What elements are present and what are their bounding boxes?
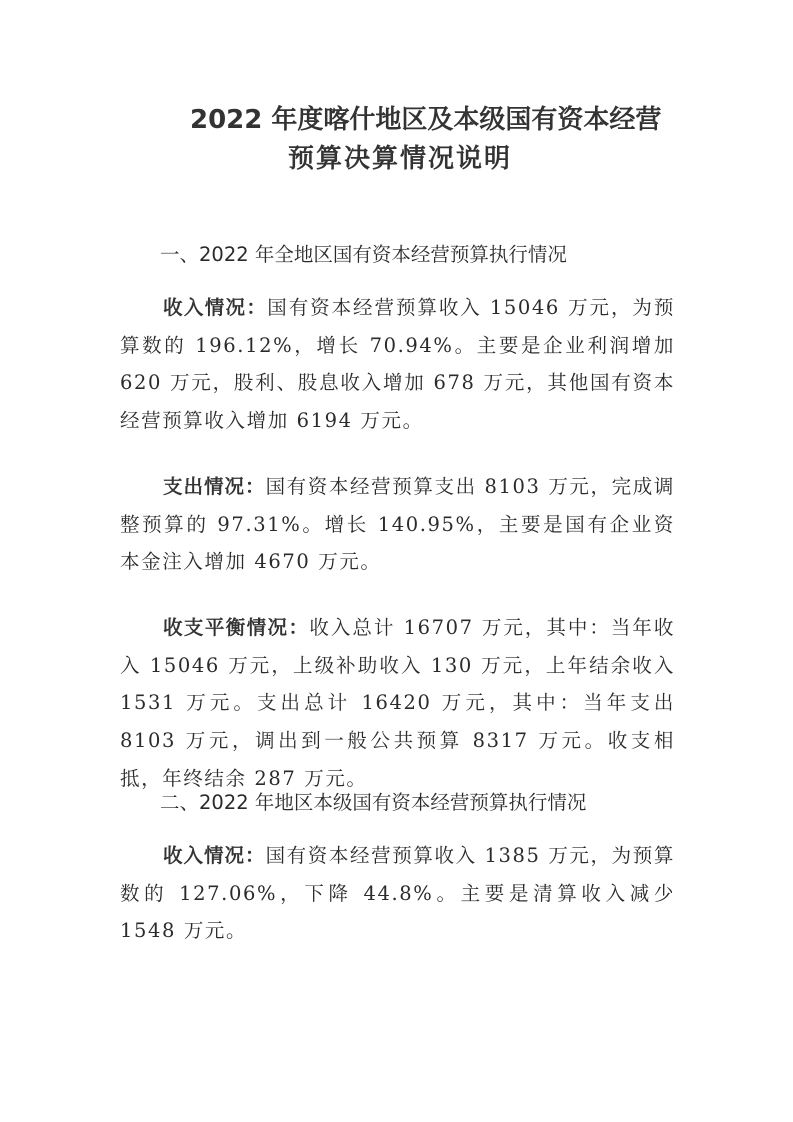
section-2-income-text: 国有资本经营预算收入 1385 万元，为预算数的 127.06%，下降 44.8%。主要是清算收入减少 1548 万元。 [120,844,675,943]
section-2-income-paragraph [120,837,675,950]
section-1-income-text: 国有资本经营预算收入 15046 万元，为预算数的 196.12%，增长 70.94%。主要是企业利润增加 620 万元，股利、股息收入增加 678 万元，其他国有资本经营预算收入增加 6194 万元。 [120,296,675,433]
section-1-income-label: 收入情况： [163,296,268,319]
section-1-expense-label: 支出情况： [163,475,266,498]
section-2-heading: 二、2022 年地区本级国有资本经营预算执行情况 [160,791,587,814]
section-1-expense-text: 国有资本经营预算支出 8103 万元，完成调整预算的 97.31%。增长 140.95%，主要是国有企业资本金注入增加 4670 万元。 [120,475,675,574]
section-1-heading: 一、2022 年全地区国有资本经营预算执行情况 [160,243,567,266]
section-1-income-paragraph [120,289,675,440]
section-1-balance-paragraph [120,609,675,798]
document-title-line-1: 2022 年度喀什地区及本级国有资本经营 [190,105,662,135]
document-title-line-2: 预算决算情况说明 [288,144,513,174]
section-2-income-label: 收入情况： [163,844,266,867]
section-1-balance-text: 收入总计 16707 万元，其中：当年收入 15046 万元，上级补助收入 130 万元，上年结余收入 1531 万元。支出总计 16420 万元，其中：当年支出 8103 万元，调出到一般公共预算 8317 万元。收支相抵，年终结余 287 万元。 [120,616,675,790]
section-1-balance-label: 收支平衡情况： [163,616,310,639]
section-1-expense-paragraph [120,468,675,581]
